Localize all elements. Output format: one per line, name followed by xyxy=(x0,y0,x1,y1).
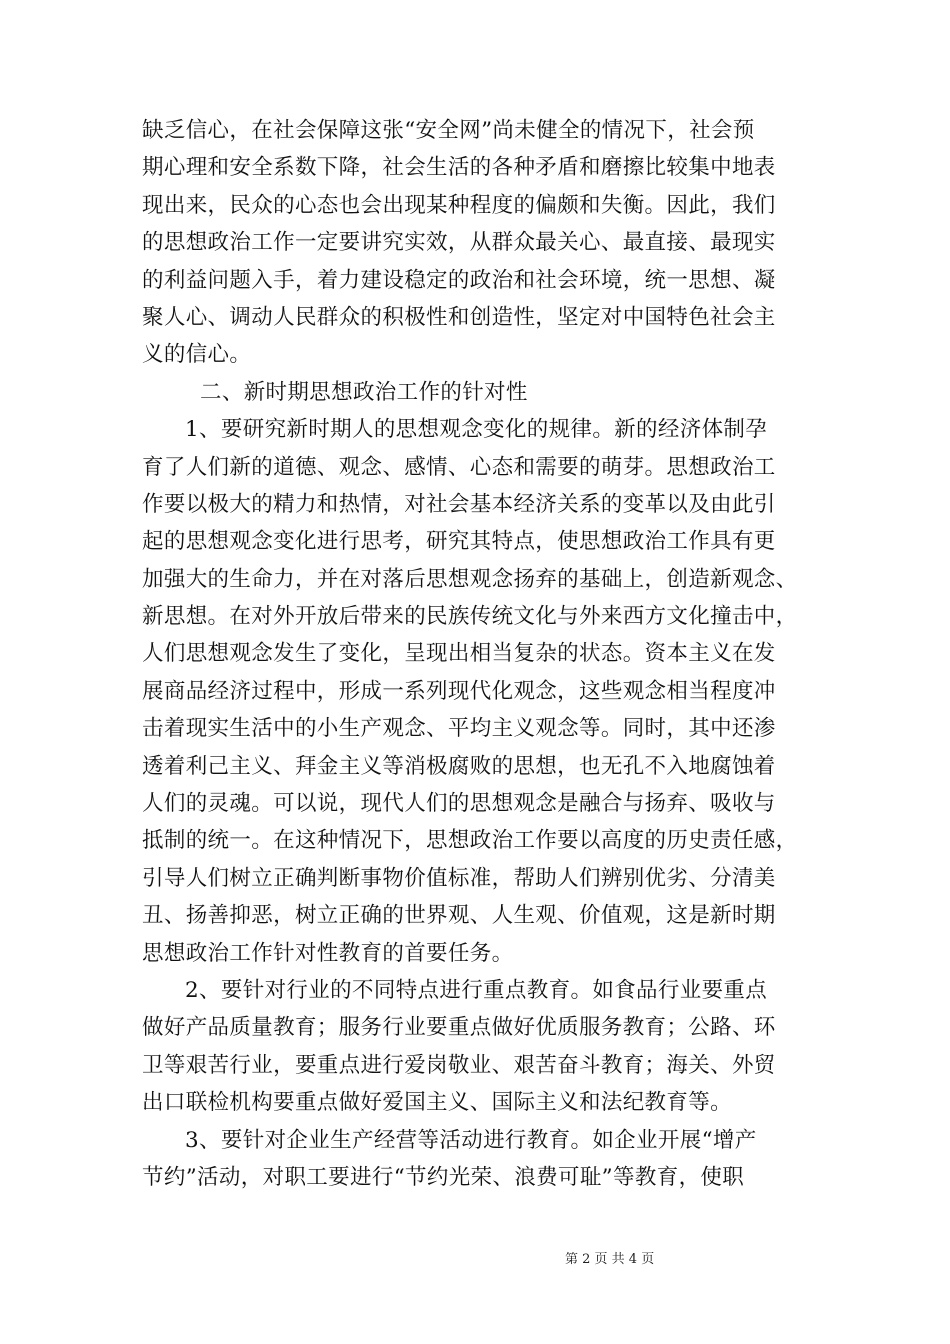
text-line: 起的思想观念变化进行思考，研究其特点，使思想政治工作具有更 xyxy=(142,529,776,555)
text-line: 义的信心。 xyxy=(142,342,252,368)
section-heading: 二、新时期思想政治工作的针对性 xyxy=(200,379,528,405)
paragraph-start: 2、要针对行业的不同特点进行重点教育。如食品行业要重点 xyxy=(185,977,768,1003)
text-line: 节约”活动，对职工要进行“节约光荣、浪费可耻”等教育，使职 xyxy=(142,1164,745,1190)
page-number: 第 2 页 共 4 页 xyxy=(565,1252,655,1267)
text-line: 出口联检机构要重点做好爱国主义、国际主义和法纪教育等。 xyxy=(142,1090,732,1116)
page-footer xyxy=(0,1248,950,1267)
text-line: 期心理和安全系数下降，社会生活的各种矛盾和磨擦比较集中地表 xyxy=(142,155,776,181)
text-line: 人们的灵魂。可以说，现代人们的思想观念是融合与扬弃、吸收与 xyxy=(142,791,776,817)
text-line: 人们思想观念发生了变化，呈现出相当复杂的状态。资本主义在发 xyxy=(142,641,776,667)
text-line: 聚人心、调动人民群众的积极性和创造性，坚定对中国特色社会主 xyxy=(142,304,776,330)
text-line: 新思想。在对外开放后带来的民族传统文化与外来西方文化撞击中， xyxy=(142,604,798,630)
document-body xyxy=(142,112,812,1196)
text-line: 做好产品质量教育；服务行业要重点做好优质服务教育；公路、环 xyxy=(142,1015,776,1041)
text-line: 加强大的生命力，并在对落后思想观念扬弃的基础上，创造新观念、 xyxy=(142,566,798,592)
paragraph-start: 1、要研究新时期人的思想观念变化的规律。新的经济体制孕 xyxy=(185,417,768,443)
paragraph-start: 3、要针对企业生产经营等活动进行教育。如企业开展“增产 xyxy=(185,1127,757,1153)
text-line: 的思想政治工作一定要讲究实效，从群众最关心、最直接、最现实 xyxy=(142,230,776,256)
text-line: 育了人们新的道德、观念、感情、心态和需要的萌芽。思想政治工 xyxy=(142,454,776,480)
text-line: 透着利己主义、拜金主义等消极腐败的思想，也无孔不入地腐蚀着 xyxy=(142,753,776,779)
text-line: 丑、扬善抑恶，树立正确的世界观、人生观、价值观，这是新时期 xyxy=(142,903,776,929)
text-line: 现出来，民众的心态也会出现某种程度的偏颇和失衡。因此，我们 xyxy=(142,192,776,218)
text-line: 抵制的统一。在这种情况下，思想政治工作要以高度的历史责任感， xyxy=(142,828,798,854)
text-line: 卫等艰苦行业，要重点进行爱岗敬业、艰苦奋斗教育；海关、外贸 xyxy=(142,1052,776,1078)
text-line: 的利益问题入手，着力建设稳定的政治和社会环境，统一思想、凝 xyxy=(142,267,776,293)
text-line: 作要以极大的精力和热情，对社会基本经济关系的变革以及由此引 xyxy=(142,491,776,517)
text-line: 思想政治工作针对性教育的首要任务。 xyxy=(142,940,514,966)
text-line: 引导人们树立正确判断事物价值标准，帮助人们辨别优劣、分清美 xyxy=(142,865,776,891)
text-line: 缺乏信心，在社会保障这张“安全网”尚未健全的情况下，社会预 xyxy=(142,118,755,143)
text-line: 展商品经济过程中，形成一系列现代化观念，这些观念相当程度冲 xyxy=(142,678,776,704)
text-line: 击着现实生活中的小生产观念、平均主义观念等。同时，其中还渗 xyxy=(142,716,776,742)
